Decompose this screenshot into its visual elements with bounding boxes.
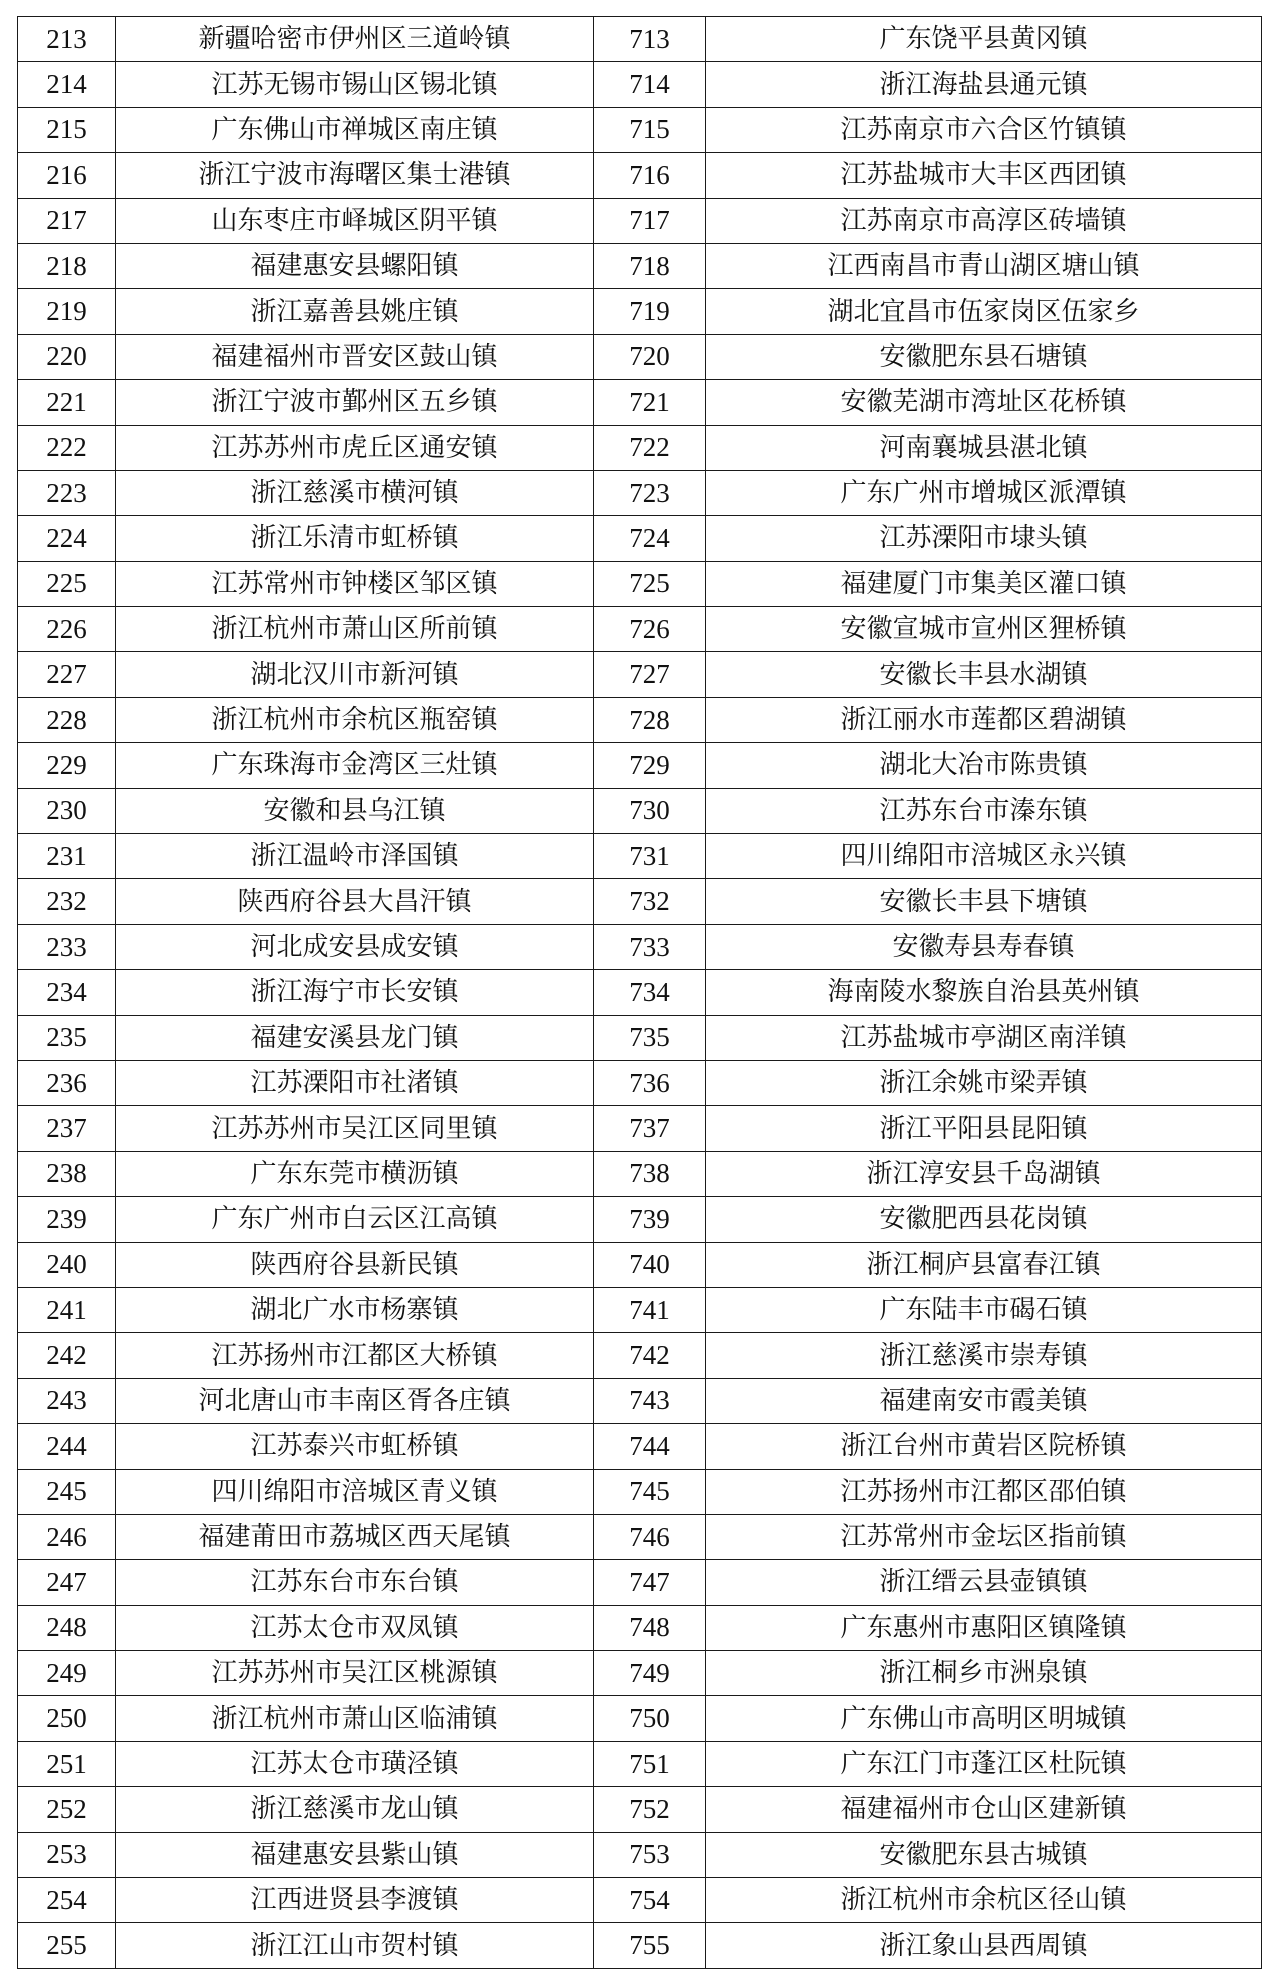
left-number-cell: 242: [18, 1333, 116, 1378]
left-town-cell: 福建安溪县龙门镇: [116, 1015, 594, 1060]
right-town-cell: 浙江桐庐县富春江镇: [706, 1242, 1262, 1287]
left-town-cell: 广东珠海市金湾区三灶镇: [116, 743, 594, 788]
right-town-cell: 浙江淳安县千岛湖镇: [706, 1151, 1262, 1196]
table-row: [18, 1197, 1262, 1242]
left-number-cell: 249: [18, 1651, 116, 1696]
left-number-cell: 251: [18, 1741, 116, 1786]
town-list-table: [17, 16, 1262, 1969]
right-town-cell: 安徽肥东县石塘镇: [706, 334, 1262, 379]
left-town-cell: 江苏苏州市虎丘区通安镇: [116, 425, 594, 470]
table-row: [18, 1514, 1262, 1559]
left-number-cell: 223: [18, 470, 116, 515]
left-town-cell: 福建福州市晋安区鼓山镇: [116, 334, 594, 379]
left-town-cell: 江苏苏州市吴江区同里镇: [116, 1106, 594, 1151]
right-number-cell: 753: [594, 1832, 706, 1877]
table-row: [18, 834, 1262, 879]
right-number-cell: 751: [594, 1741, 706, 1786]
left-number-cell: 221: [18, 380, 116, 425]
right-town-cell: 安徽长丰县下塘镇: [706, 879, 1262, 924]
left-number-cell: 241: [18, 1287, 116, 1332]
right-town-cell: 广东江门市蓬江区杜阮镇: [706, 1741, 1262, 1786]
right-town-cell: 浙江余姚市梁弄镇: [706, 1060, 1262, 1105]
left-town-cell: 江苏苏州市吴江区桃源镇: [116, 1651, 594, 1696]
left-town-cell: 江西进贤县李渡镇: [116, 1878, 594, 1923]
right-number-cell: 716: [594, 153, 706, 198]
left-number-cell: 229: [18, 743, 116, 788]
left-number-cell: 235: [18, 1015, 116, 1060]
right-town-cell: 安徽芜湖市湾址区花桥镇: [706, 380, 1262, 425]
right-number-cell: 750: [594, 1696, 706, 1741]
right-town-cell: 广东佛山市高明区明城镇: [706, 1696, 1262, 1741]
table-row: [18, 743, 1262, 788]
right-town-cell: 湖北宜昌市伍家岗区伍家乡: [706, 289, 1262, 334]
right-town-cell: 浙江海盐县通元镇: [706, 62, 1262, 107]
right-number-cell: 720: [594, 334, 706, 379]
table-row: [18, 1424, 1262, 1469]
right-number-cell: 734: [594, 970, 706, 1015]
left-number-cell: 232: [18, 879, 116, 924]
right-town-cell: 海南陵水黎族自治县英州镇: [706, 970, 1262, 1015]
left-town-cell: 浙江海宁市长安镇: [116, 970, 594, 1015]
left-number-cell: 252: [18, 1787, 116, 1832]
right-number-cell: 724: [594, 516, 706, 561]
right-town-cell: 江苏扬州市江都区邵伯镇: [706, 1469, 1262, 1514]
table-row: [18, 1469, 1262, 1514]
table-row: [18, 1605, 1262, 1650]
right-number-cell: 755: [594, 1923, 706, 1968]
left-number-cell: 245: [18, 1469, 116, 1514]
table-row: [18, 1151, 1262, 1196]
left-town-cell: 福建惠安县紫山镇: [116, 1832, 594, 1877]
table-row: [18, 243, 1262, 288]
left-number-cell: 254: [18, 1878, 116, 1923]
left-town-cell: 河北成安县成安镇: [116, 924, 594, 969]
right-number-cell: 737: [594, 1106, 706, 1151]
left-town-cell: 浙江慈溪市横河镇: [116, 470, 594, 515]
right-town-cell: 江苏盐城市亭湖区南洋镇: [706, 1015, 1262, 1060]
left-number-cell: 243: [18, 1378, 116, 1423]
table-row: [18, 697, 1262, 742]
left-town-cell: 新疆哈密市伊州区三道岭镇: [116, 17, 594, 62]
right-town-cell: 浙江杭州市余杭区径山镇: [706, 1878, 1262, 1923]
left-number-cell: 230: [18, 788, 116, 833]
right-number-cell: 735: [594, 1015, 706, 1060]
table-row: [18, 1560, 1262, 1605]
left-town-cell: 广东东莞市横沥镇: [116, 1151, 594, 1196]
left-number-cell: 224: [18, 516, 116, 561]
left-number-cell: 236: [18, 1060, 116, 1105]
right-number-cell: 730: [594, 788, 706, 833]
right-number-cell: 752: [594, 1787, 706, 1832]
right-town-cell: 安徽寿县寿春镇: [706, 924, 1262, 969]
table-row: [18, 62, 1262, 107]
left-town-cell: 浙江杭州市萧山区临浦镇: [116, 1696, 594, 1741]
left-number-cell: 216: [18, 153, 116, 198]
right-town-cell: 安徽宣城市宣州区狸桥镇: [706, 607, 1262, 652]
right-number-cell: 713: [594, 17, 706, 62]
right-town-cell: 浙江桐乡市洲泉镇: [706, 1651, 1262, 1696]
right-number-cell: 718: [594, 243, 706, 288]
right-town-cell: 浙江象山县西周镇: [706, 1923, 1262, 1968]
left-number-cell: 215: [18, 107, 116, 152]
right-town-cell: 河南襄城县湛北镇: [706, 425, 1262, 470]
left-town-cell: 湖北汉川市新河镇: [116, 652, 594, 697]
left-town-cell: 陕西府谷县新民镇: [116, 1242, 594, 1287]
left-number-cell: 213: [18, 17, 116, 62]
right-town-cell: 广东饶平县黄冈镇: [706, 17, 1262, 62]
left-number-cell: 233: [18, 924, 116, 969]
right-number-cell: 738: [594, 1151, 706, 1196]
right-town-cell: 江苏南京市六合区竹镇镇: [706, 107, 1262, 152]
left-town-cell: 浙江杭州市萧山区所前镇: [116, 607, 594, 652]
right-number-cell: 721: [594, 380, 706, 425]
right-town-cell: 湖北大冶市陈贵镇: [706, 743, 1262, 788]
table-row: [18, 1787, 1262, 1832]
left-town-cell: 四川绵阳市涪城区青义镇: [116, 1469, 594, 1514]
left-town-cell: 浙江宁波市海曙区集士港镇: [116, 153, 594, 198]
table-row: [18, 1832, 1262, 1877]
left-town-cell: 浙江江山市贺村镇: [116, 1923, 594, 1968]
right-town-cell: 广东陆丰市碣石镇: [706, 1287, 1262, 1332]
right-number-cell: 714: [594, 62, 706, 107]
left-town-cell: 湖北广水市杨寨镇: [116, 1287, 594, 1332]
left-number-cell: 217: [18, 198, 116, 243]
table-row: [18, 924, 1262, 969]
right-town-cell: 广东惠州市惠阳区镇隆镇: [706, 1605, 1262, 1650]
right-town-cell: 安徽长丰县水湖镇: [706, 652, 1262, 697]
left-number-cell: 253: [18, 1832, 116, 1877]
table-row: [18, 1696, 1262, 1741]
right-town-cell: 江苏常州市金坛区指前镇: [706, 1514, 1262, 1559]
left-town-cell: 江苏常州市钟楼区邹区镇: [116, 561, 594, 606]
right-number-cell: 747: [594, 1560, 706, 1605]
table-row: [18, 652, 1262, 697]
left-town-cell: 江苏太仓市双凤镇: [116, 1605, 594, 1650]
left-town-cell: 江苏泰兴市虹桥镇: [116, 1424, 594, 1469]
right-town-cell: 四川绵阳市涪城区永兴镇: [706, 834, 1262, 879]
left-town-cell: 江苏东台市东台镇: [116, 1560, 594, 1605]
left-number-cell: 231: [18, 834, 116, 879]
table-row: [18, 425, 1262, 470]
left-town-cell: 浙江温岭市泽国镇: [116, 834, 594, 879]
right-town-cell: 广东广州市增城区派潭镇: [706, 470, 1262, 515]
right-number-cell: 746: [594, 1514, 706, 1559]
table-row: [18, 561, 1262, 606]
left-town-cell: 山东枣庄市峄城区阴平镇: [116, 198, 594, 243]
left-number-cell: 239: [18, 1197, 116, 1242]
left-town-cell: 陕西府谷县大昌汗镇: [116, 879, 594, 924]
left-town-cell: 浙江嘉善县姚庄镇: [116, 289, 594, 334]
table-row: [18, 17, 1262, 62]
right-town-cell: 浙江丽水市莲都区碧湖镇: [706, 697, 1262, 742]
right-number-cell: 728: [594, 697, 706, 742]
left-town-cell: 浙江杭州市余杭区瓶窑镇: [116, 697, 594, 742]
right-town-cell: 安徽肥东县古城镇: [706, 1832, 1262, 1877]
left-number-cell: 240: [18, 1242, 116, 1287]
left-number-cell: 219: [18, 289, 116, 334]
town-list-body: [18, 17, 1262, 1969]
right-town-cell: 福建南安市霞美镇: [706, 1378, 1262, 1423]
table-row: [18, 1651, 1262, 1696]
table-row: [18, 970, 1262, 1015]
right-number-cell: 743: [594, 1378, 706, 1423]
left-town-cell: 河北唐山市丰南区胥各庄镇: [116, 1378, 594, 1423]
left-town-cell: 广东佛山市禅城区南庄镇: [116, 107, 594, 152]
left-number-cell: 247: [18, 1560, 116, 1605]
left-number-cell: 218: [18, 243, 116, 288]
right-town-cell: 江苏南京市高淳区砖墙镇: [706, 198, 1262, 243]
table-row: [18, 1106, 1262, 1151]
right-number-cell: 742: [594, 1333, 706, 1378]
left-number-cell: 255: [18, 1923, 116, 1968]
right-number-cell: 744: [594, 1424, 706, 1469]
right-number-cell: 739: [594, 1197, 706, 1242]
left-town-cell: 江苏太仓市璜泾镇: [116, 1741, 594, 1786]
left-town-cell: 安徽和县乌江镇: [116, 788, 594, 833]
table-row: [18, 1878, 1262, 1923]
left-town-cell: 福建莆田市荔城区西天尾镇: [116, 1514, 594, 1559]
right-number-cell: 754: [594, 1878, 706, 1923]
right-town-cell: 福建福州市仓山区建新镇: [706, 1787, 1262, 1832]
table-row: [18, 1923, 1262, 1968]
left-number-cell: 250: [18, 1696, 116, 1741]
left-number-cell: 234: [18, 970, 116, 1015]
left-number-cell: 244: [18, 1424, 116, 1469]
table-row: [18, 198, 1262, 243]
right-town-cell: 浙江慈溪市崇寿镇: [706, 1333, 1262, 1378]
left-number-cell: 228: [18, 697, 116, 742]
left-number-cell: 248: [18, 1605, 116, 1650]
right-town-cell: 浙江台州市黄岩区院桥镇: [706, 1424, 1262, 1469]
left-number-cell: 238: [18, 1151, 116, 1196]
right-number-cell: 722: [594, 425, 706, 470]
right-number-cell: 736: [594, 1060, 706, 1105]
right-number-cell: 740: [594, 1242, 706, 1287]
left-number-cell: 214: [18, 62, 116, 107]
right-town-cell: 江西南昌市青山湖区塘山镇: [706, 243, 1262, 288]
right-number-cell: 748: [594, 1605, 706, 1650]
right-town-cell: 江苏东台市溱东镇: [706, 788, 1262, 833]
table-row: [18, 607, 1262, 652]
left-town-cell: 浙江慈溪市龙山镇: [116, 1787, 594, 1832]
right-town-cell: 浙江平阳县昆阳镇: [706, 1106, 1262, 1151]
table-row: [18, 1242, 1262, 1287]
right-number-cell: 723: [594, 470, 706, 515]
left-number-cell: 227: [18, 652, 116, 697]
table-row: [18, 1741, 1262, 1786]
left-town-cell: 广东广州市白云区江高镇: [116, 1197, 594, 1242]
right-number-cell: 731: [594, 834, 706, 879]
right-number-cell: 725: [594, 561, 706, 606]
table-row: [18, 1378, 1262, 1423]
table-row: [18, 289, 1262, 334]
left-number-cell: 237: [18, 1106, 116, 1151]
right-town-cell: 福建厦门市集美区灌口镇: [706, 561, 1262, 606]
table-row: [18, 879, 1262, 924]
right-number-cell: 745: [594, 1469, 706, 1514]
left-town-cell: 江苏溧阳市社渚镇: [116, 1060, 594, 1105]
right-town-cell: 安徽肥西县花岗镇: [706, 1197, 1262, 1242]
table-row: [18, 107, 1262, 152]
table-row: [18, 153, 1262, 198]
right-number-cell: 749: [594, 1651, 706, 1696]
right-town-cell: 浙江缙云县壶镇镇: [706, 1560, 1262, 1605]
right-town-cell: 江苏溧阳市埭头镇: [706, 516, 1262, 561]
left-number-cell: 225: [18, 561, 116, 606]
right-number-cell: 741: [594, 1287, 706, 1332]
table-row: [18, 1333, 1262, 1378]
left-number-cell: 246: [18, 1514, 116, 1559]
right-number-cell: 733: [594, 924, 706, 969]
left-town-cell: 浙江乐清市虹桥镇: [116, 516, 594, 561]
right-number-cell: 717: [594, 198, 706, 243]
left-number-cell: 226: [18, 607, 116, 652]
left-town-cell: 江苏扬州市江都区大桥镇: [116, 1333, 594, 1378]
right-number-cell: 726: [594, 607, 706, 652]
left-town-cell: 福建惠安县螺阳镇: [116, 243, 594, 288]
table-row: [18, 1287, 1262, 1332]
table-row: [18, 516, 1262, 561]
table-row: [18, 1015, 1262, 1060]
table-row: [18, 380, 1262, 425]
right-number-cell: 729: [594, 743, 706, 788]
table-row: [18, 334, 1262, 379]
table-row: [18, 788, 1262, 833]
right-number-cell: 732: [594, 879, 706, 924]
table-row: [18, 1060, 1262, 1105]
right-number-cell: 719: [594, 289, 706, 334]
right-number-cell: 727: [594, 652, 706, 697]
left-number-cell: 222: [18, 425, 116, 470]
left-town-cell: 江苏无锡市锡山区锡北镇: [116, 62, 594, 107]
left-town-cell: 浙江宁波市鄞州区五乡镇: [116, 380, 594, 425]
left-number-cell: 220: [18, 334, 116, 379]
table-row: [18, 470, 1262, 515]
right-number-cell: 715: [594, 107, 706, 152]
right-town-cell: 江苏盐城市大丰区西团镇: [706, 153, 1262, 198]
